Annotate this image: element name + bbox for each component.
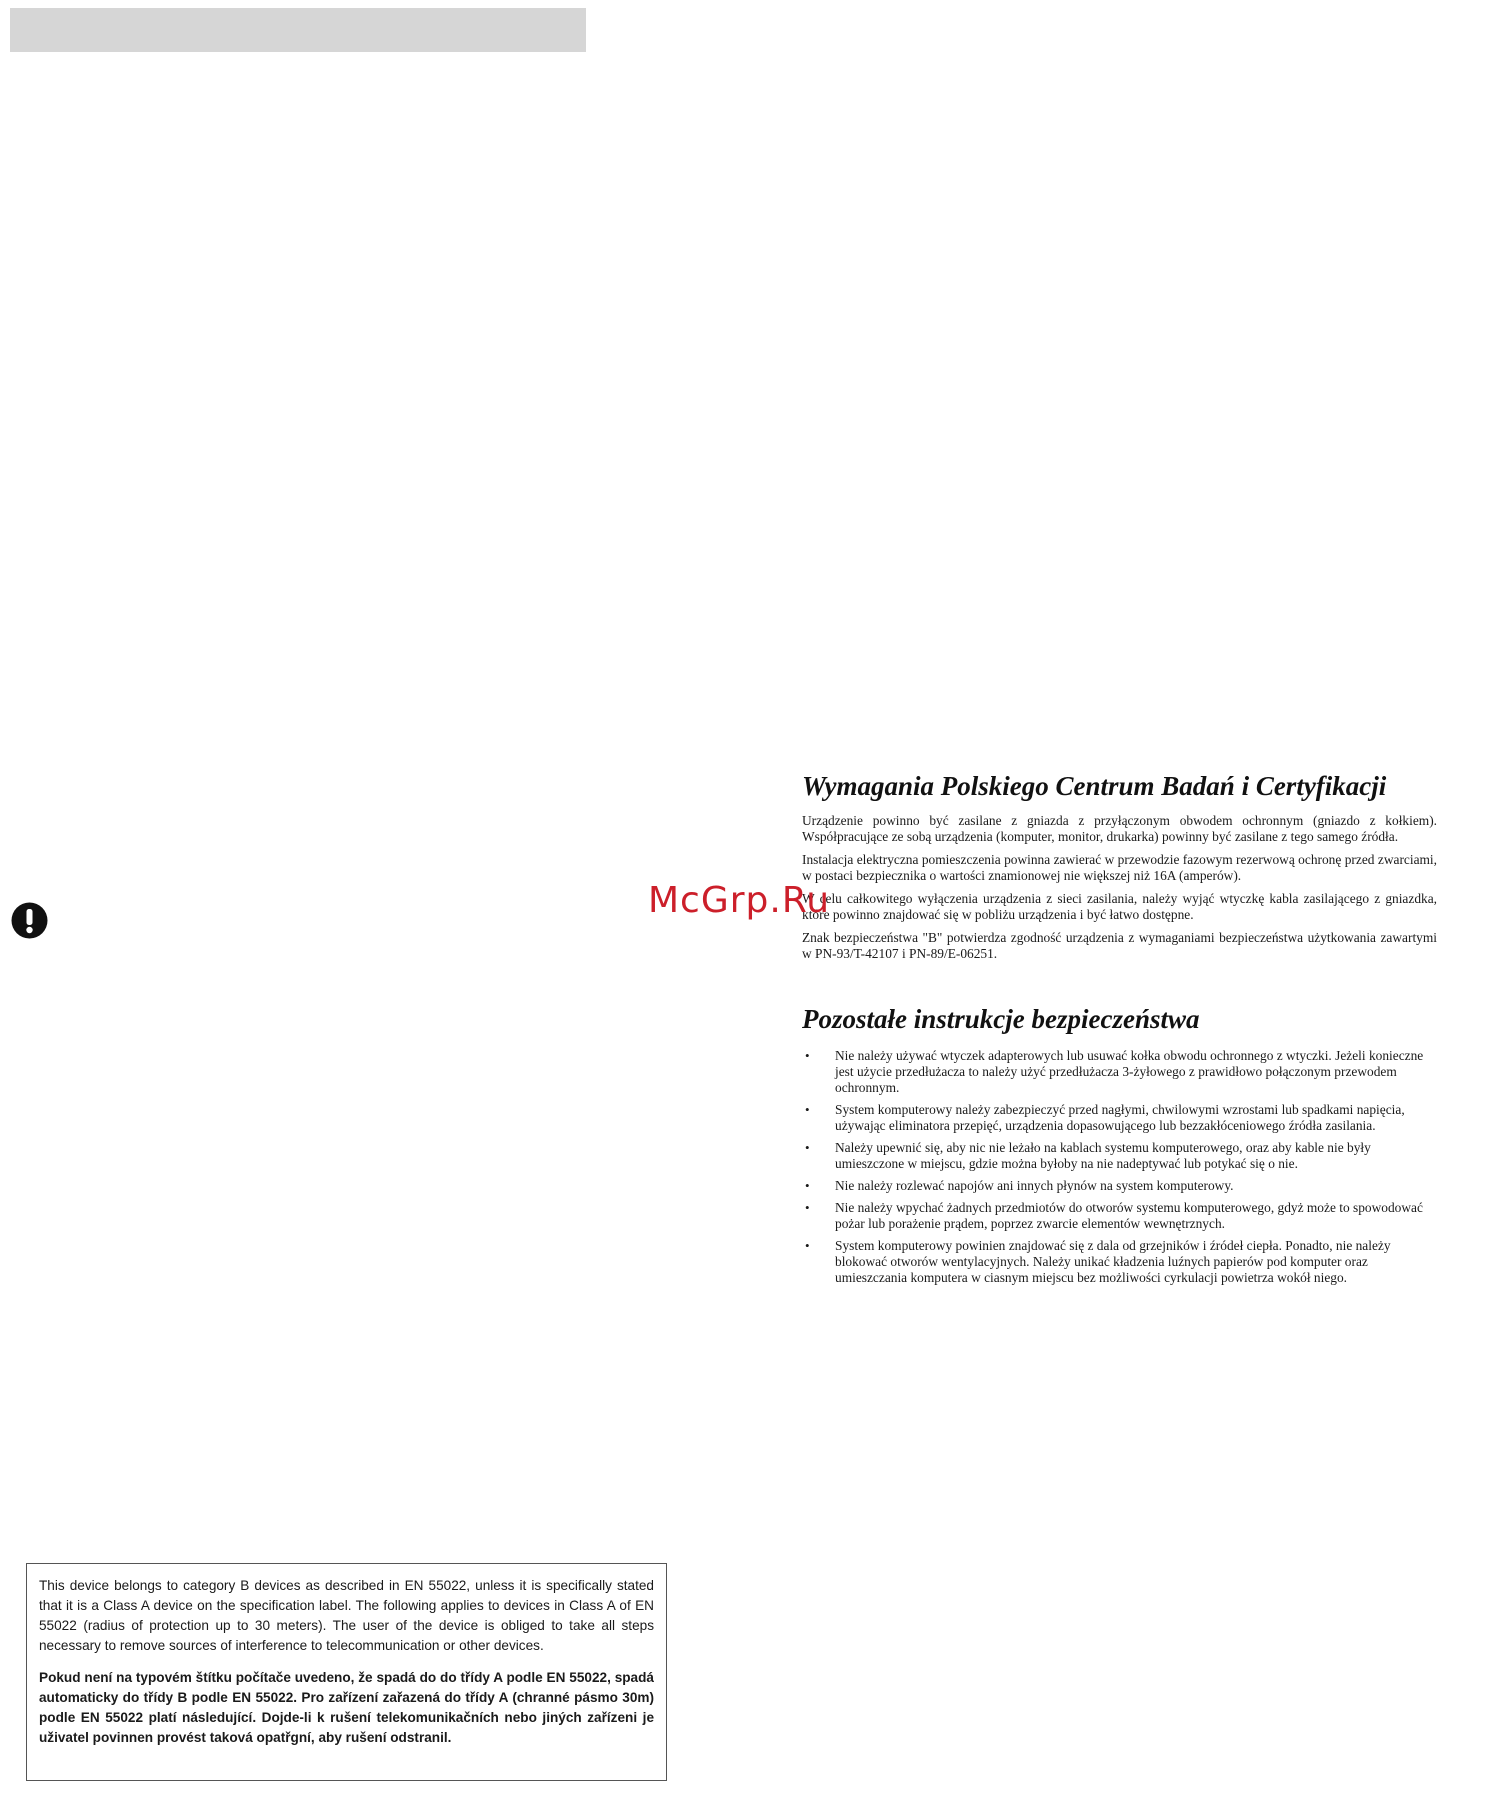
list-item-text: System komputerowy należy zabezpieczyć przed nagłymi, chwilowymi wzrostami lub spadkami napięcia, używając eliminatora przepięć, urządzenia dopasowującego lub bezzakłóceniowego źródła zasilania.: [835, 1102, 1405, 1133]
list-item-text: System komputerowy powinien znajdować się z dala od grzejników i źródeł ciepła. Ponadto, nie należy blokować otworów wentylacyjnych. Należy unikać kładzenia luźnych papierów pod komputer oraz umieszczania komputera w ciasnym miejscu bez możliwości cyrkulacji powietrza wokół niego.: [835, 1238, 1391, 1285]
list-item: [802, 1238, 1437, 1286]
certification-paragraph: Znak bezpieczeństwa "B" potwierdza zgodność urządzenia z wymaganiami bezpieczeństwa użytkowania zawartymi w PN-93/T-42107 i PN-89/E-06251.: [802, 930, 1437, 961]
header-bar: [10, 8, 586, 52]
bullet-icon: •: [805, 1102, 810, 1117]
bullet-icon: •: [805, 1238, 810, 1253]
watermark-text: McGrp.Ru: [648, 880, 831, 921]
list-item: [802, 1200, 1437, 1232]
certification-paragraph: Instalacja elektryczna pomieszczenia powinna zawierać w przewodzie fazowym rezerwową ochronę przed zwarciami, w postaci bezpiecznika o wartości znamionowej nie większej niż 16A (amperów).: [802, 852, 1437, 883]
other-safety-heading: Pozostałe instrukcje bezpieczeństwa: [802, 1004, 1200, 1034]
list-item-text: Należy upewnić się, aby nic nie leżało na kablach systemu komputerowego, oraz aby kable nie były umieszczone w miejscu, gdzie można byłoby na nie nadeptywać lub potykać się o nie.: [835, 1140, 1371, 1171]
bullet-icon: •: [805, 1200, 810, 1215]
list-item: [802, 1178, 1437, 1194]
certification-paragraph: Urządzenie powinno być zasilane z gniazda z przyłączonym obwodem ochronnym (gniazdo z kołkiem). Współpracujące ze sobą urządzenia (komputer, monitor, drukarka) powinny być zasilane z tego samego źródła.: [802, 813, 1437, 844]
emc-notice-box: [26, 1563, 667, 1781]
list-item-text: Nie należy używać wtyczek adapterowych lub usuwać kołka obwodu ochronnego z wtyczki. Jeżeli konieczne jest użycie przedłużacza to należy użyć przedłużacza 3-żyłowego z prawidłowo połączonym przewodem ochronnym.: [835, 1048, 1424, 1095]
bullet-icon: •: [805, 1048, 810, 1063]
list-item: [802, 1102, 1437, 1134]
bullet-icon: •: [805, 1178, 810, 1193]
emc-notice-english: This device belongs to category B devices as described in EN 55022, unless it is specifically stated that it is a Class A device on the specification label. The following applies to devices in Class A of EN 55022 (radius of protection up to 30 meters). The user of the device is obliged to take all steps necessary to remove sources of interference to telecommunication or other devices.: [39, 1578, 654, 1653]
list-item-text: Nie należy wpychać żadnych przedmiotów do otworów systemu komputerowego, gdyż może to spowodować pożar lub porażenie prądem, poprzez zwarcie elementów wewnętrznych.: [835, 1200, 1423, 1231]
safety-bullet-list: [802, 1048, 1437, 1286]
polish-certification-heading: Wymagania Polskiego Centrum Badań i Certyfikacji: [802, 771, 1387, 801]
certification-paragraph: W celu całkowitego wyłączenia urządzenia z sieci zasilania, należy wyjąć wtyczkę kabla zasilającego z gniazdka, które powinno znajdować się w pobliżu urządzenia i być łatwo dostępne.: [802, 891, 1437, 922]
emc-notice-czech: Pokud není na typovém štítku počítače uvedeno, že spadá do do třídy A podle EN 55022, spadá automaticky do třídy B podle EN 55022. Pro zařízení zařazená do třídy A (chranné pásmo 30m) podle EN 55022 platí následující. Dojde-li k rušení telekomunikačních nebo jiných zařízeni je uživatel povinnen provést taková opatřgní, aby rušení odstranil.: [39, 1670, 654, 1745]
list-item: [802, 1048, 1437, 1096]
polish-safety-section: [802, 769, 1437, 1292]
exclamation-warning-icon: [11, 902, 48, 939]
bullet-icon: •: [805, 1140, 810, 1155]
list-item: [802, 1140, 1437, 1172]
list-item-text: Nie należy rozlewać napojów ani innych płynów na system komputerowy.: [835, 1178, 1234, 1193]
